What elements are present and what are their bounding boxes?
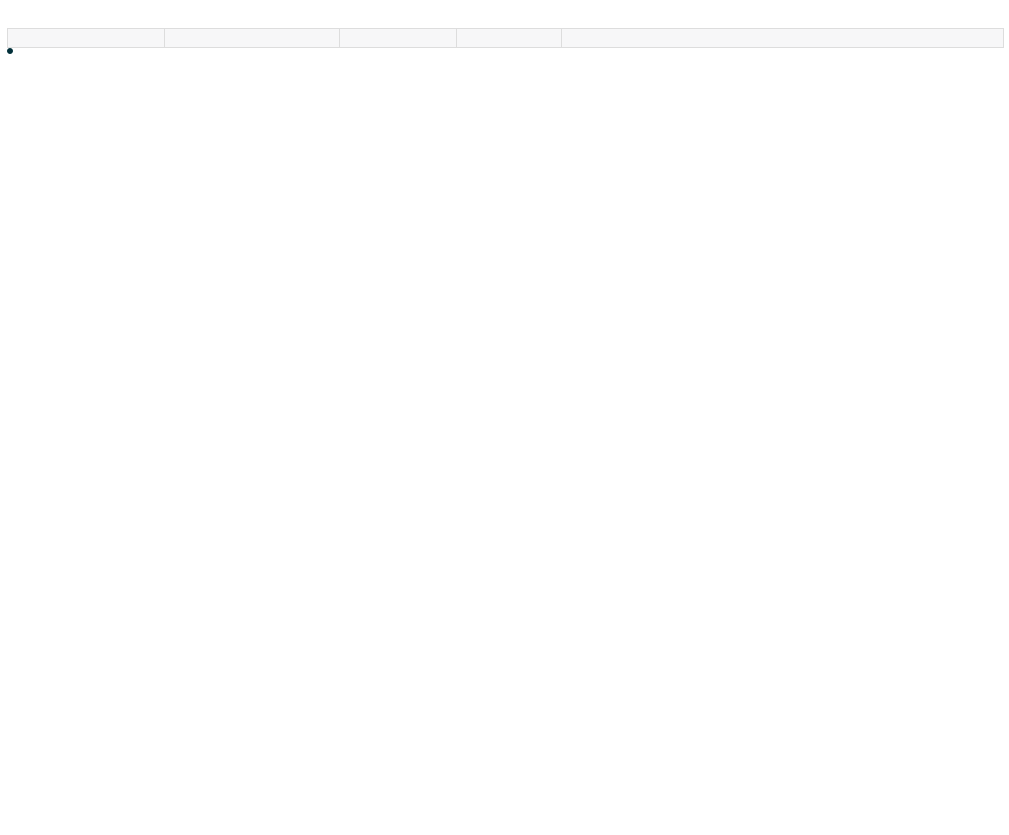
document-page — [0, 28, 1009, 48]
header-configuration-name — [8, 29, 165, 48]
table-container — [7, 28, 1003, 48]
header-consumable — [340, 29, 457, 48]
configurations-table — [7, 28, 1004, 48]
red-highlight-annotation-box — [7, 48, 13, 54]
header-resolvable — [457, 29, 562, 48]
header-row — [8, 29, 1004, 48]
header-role — [165, 29, 340, 48]
header-description — [562, 29, 1004, 48]
